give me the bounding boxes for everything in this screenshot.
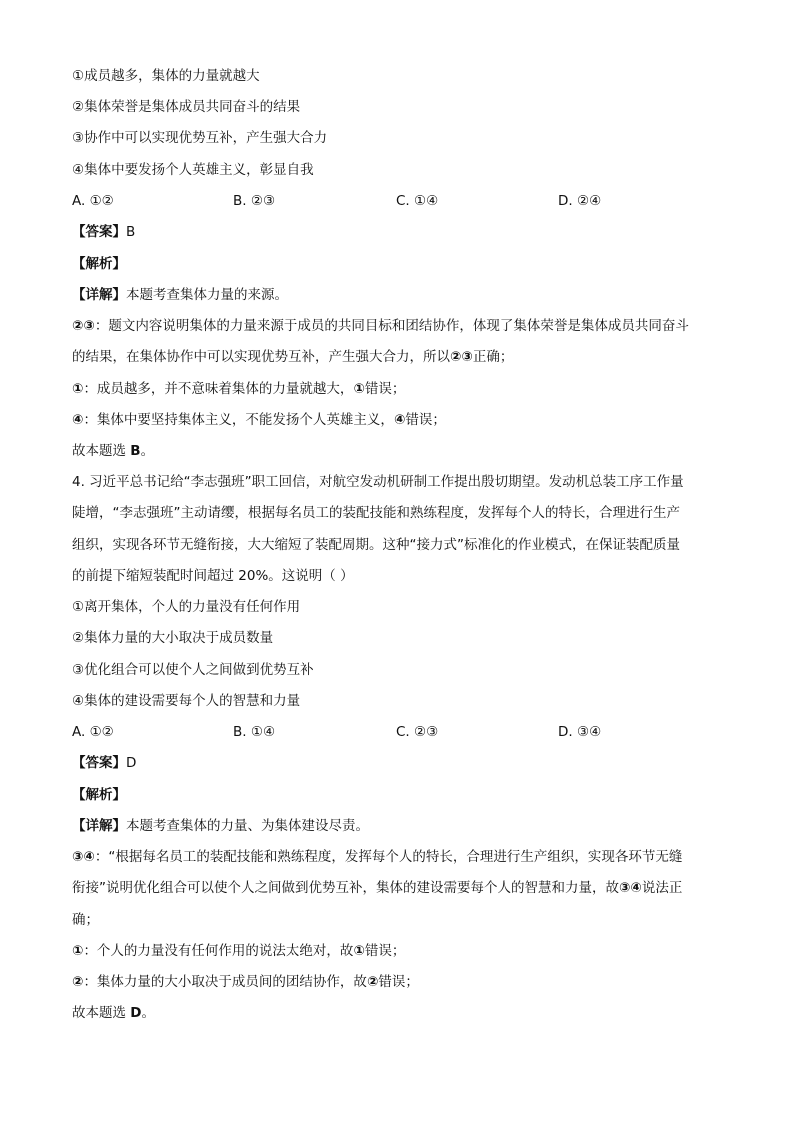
q4-exp2-mark2: ① — [353, 943, 365, 959]
q4-exp1b-post: 说法正 — [641, 880, 683, 896]
q3-conclusion-answer: B — [130, 443, 141, 459]
q3-exp1b-mark: ②③ — [450, 349, 473, 365]
q4-exp3-mark: ② — [72, 974, 84, 990]
q4-item-3: ③优化组合可以使个人之间做到优势互补 — [72, 662, 314, 678]
q4-exp1-text: ：“根据每名员工的装配技能和熟练程度，发挥每个人的特长，合理进行生产组织，实现各环节无缝 — [94, 849, 683, 865]
q4-detail-tag: 【详解】 — [72, 818, 126, 834]
q4-explanation-2 — [72, 942, 724, 960]
q3-exp1-text: ：题文内容说明集体的力量来源于成员的共同目标和团结协作，体现了集体荣誉是集体成员共同奋斗 — [94, 318, 689, 334]
q4-stem-line-3: 组织，实现各环节无缝衔接，大大缩短了装配周期。这种“接力式”标准化的作业模式，在保证装配质量 — [72, 537, 680, 553]
q3-option-c: C. ①④ — [396, 193, 439, 209]
q3-explanation-3 — [72, 411, 724, 429]
q3-exp3-text: ：集体中要坚持集体主义，不能发扬个人英雄主义， — [83, 412, 394, 428]
q3-exp1b-text: 的结果，在集体协作中可以实现优势互补，产生强大合力，所以 — [72, 349, 450, 365]
q4-option-d: D. ③④ — [558, 724, 602, 740]
q3-exp2-mark2: ① — [353, 381, 365, 397]
q3-option-d: D. ②④ — [558, 193, 602, 209]
q4-stem-line-1: 4. 习近平总书记给“李志强班”职工回信，对航空发动机研制工作提出殷切期望。发动机总装工序工作量 — [72, 474, 684, 490]
q4-analysis-tag: 【解析】 — [72, 787, 126, 803]
q4-answer — [72, 754, 724, 772]
q4-detail — [72, 817, 724, 835]
q3-answer-tag: 【答案】 — [72, 224, 126, 240]
q3-analysis-tag: 【解析】 — [72, 256, 126, 272]
q4-stem-line-4: 的前提下缩短装配时间超过 20%。这说明（ ） — [72, 568, 354, 584]
q3-conclusion — [72, 442, 724, 460]
q3-exp1-mark: ②③ — [72, 318, 95, 334]
q4-exp1-mark: ③④ — [72, 849, 95, 865]
q4-exp3-post: 错误； — [378, 974, 419, 990]
q3-exp3-mark2: ④ — [393, 412, 406, 428]
q4-item-2: ②集体力量的大小取决于成员数量 — [72, 630, 274, 646]
q4-answer-value: D — [126, 755, 137, 771]
q3-conclusion-pre: 故本题选 — [72, 443, 131, 459]
q4-exp3-mark2: ② — [366, 974, 379, 990]
q3-answer — [72, 223, 724, 241]
q4-exp1b-text: 衔接”说明优化组合可以使个人之间做到优势互补，集体的建设需要每个人的智慧和力量，故 — [72, 880, 619, 896]
q4-answer-tag: 【答案】 — [72, 755, 126, 771]
q3-exp2-text: ：成员越多，并不意味着集体的力量就越大， — [83, 381, 354, 397]
q4-conclusion-pre: 故本题选 — [72, 1005, 131, 1021]
q3-answer-value: B — [126, 224, 136, 240]
q4-option-c: C. ②③ — [396, 724, 439, 740]
q4-exp2-post: 错误； — [364, 943, 406, 959]
q3-exp1b-post: 正确； — [472, 349, 514, 365]
q3-option-a: A. ①② — [72, 193, 114, 209]
q3-item-1: ①成员越多，集体的力量就越大 — [72, 68, 260, 84]
q3-detail-text: 本题考查集体力量的来源。 — [126, 287, 288, 303]
q3-detail-tag: 【详解】 — [72, 287, 126, 303]
q4-exp2-mark: ① — [72, 943, 84, 959]
q3-item-3: ③协作中可以实现优势互补，产生强大合力 — [72, 130, 328, 146]
q3-exp3-mark: ④ — [72, 412, 84, 428]
q4-option-a: A. ①② — [72, 724, 114, 740]
q3-explanation-1b — [72, 348, 724, 366]
q3-exp2-mark: ① — [72, 381, 84, 397]
q3-conclusion-post: 。 — [140, 443, 155, 459]
q4-detail-text: 本题考查集体的力量、为集体建设尽责。 — [126, 818, 369, 834]
q3-item-4: ④集体中要发扬个人英雄主义，彰显自我 — [72, 162, 314, 178]
q3-detail — [72, 286, 724, 304]
q3-exp3-post: 错误； — [405, 412, 446, 428]
q4-explanation-1a — [72, 848, 724, 866]
q4-conclusion-answer: D — [130, 1005, 142, 1021]
q3-item-2: ②集体荣誉是集体成员共同奋斗的结果 — [72, 99, 301, 115]
q4-explanation-1b — [72, 879, 724, 897]
q4-item-4: ④集体的建设需要每个人的智慧和力量 — [72, 693, 301, 709]
q4-stem-line-2: 陡增，“李志强班”主动请缨，根据每名员工的装配技能和熟练程度，发挥每个人的特长，合理进行生产 — [72, 505, 680, 521]
q4-analysis — [72, 786, 724, 804]
q4-explanation-1c: 确； — [72, 912, 99, 928]
q3-exp2-post: 错误； — [364, 381, 406, 397]
q4-conclusion-post: 。 — [141, 1005, 156, 1021]
q4-exp3-text: ：集体力量的大小取决于成员间的团结协作，故 — [83, 974, 367, 990]
q3-explanation-1a — [72, 317, 724, 335]
q4-option-b: B. ①④ — [233, 724, 276, 740]
q3-analysis — [72, 255, 724, 273]
q4-item-1: ①离开集体，个人的力量没有任何作用 — [72, 599, 301, 615]
q3-option-b: B. ②③ — [233, 193, 276, 209]
q4-conclusion — [72, 1004, 724, 1022]
q3-explanation-2 — [72, 380, 724, 398]
q4-exp1b-mark: ③④ — [619, 880, 642, 896]
q4-explanation-3 — [72, 973, 724, 991]
q4-exp2-text: ：个人的力量没有任何作用的说法太绝对，故 — [83, 943, 354, 959]
